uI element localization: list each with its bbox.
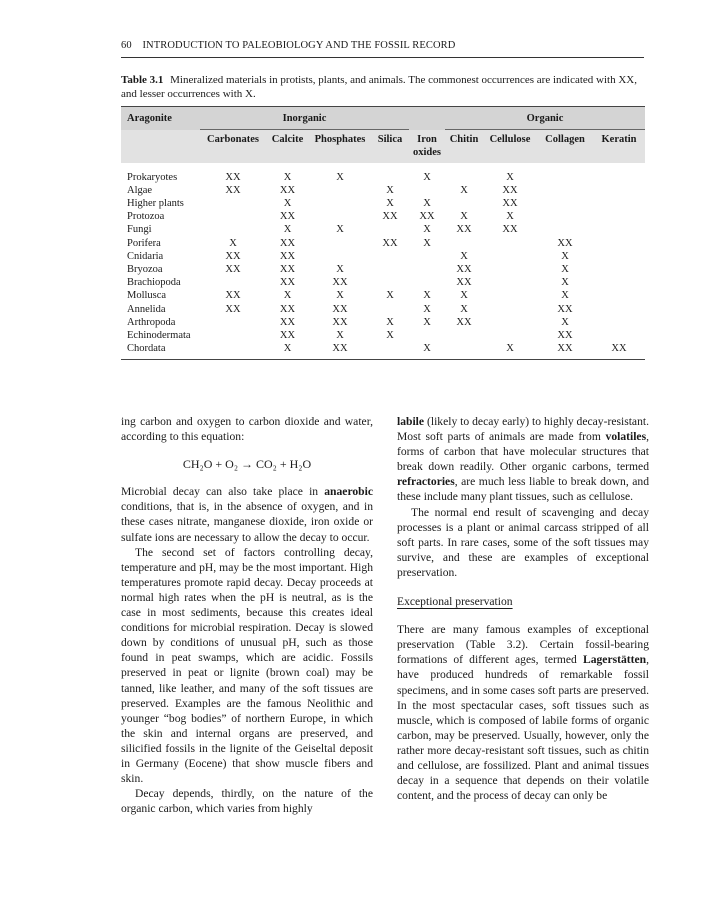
table-label: Table 3.1: [121, 74, 164, 86]
table-cell: XX: [332, 316, 348, 328]
table-cell: XX: [611, 343, 627, 355]
table-cell: X: [460, 290, 468, 302]
term-volatiles: volatiles: [605, 430, 647, 444]
table-cell: [483, 289, 537, 302]
table-cell: [483, 237, 537, 250]
table-cell: [371, 223, 409, 236]
mineralized-materials-table: [121, 106, 645, 360]
table-cell: X: [460, 303, 468, 315]
header-aragonite: Aragonite: [121, 107, 200, 130]
table-cell: X: [336, 329, 344, 341]
table-cell: X: [283, 171, 292, 183]
table-cell: X: [460, 211, 468, 223]
table-cell: [483, 303, 537, 316]
table-row: [121, 237, 645, 250]
table-cell: X: [229, 237, 237, 249]
table-cell: [309, 237, 371, 250]
table-cell: XX: [456, 277, 472, 289]
table-row: [121, 263, 645, 276]
table-cell: X: [506, 211, 514, 223]
table-cell: [309, 197, 371, 210]
table-cell: [537, 171, 593, 184]
table-cell: XX: [502, 197, 518, 209]
table-cell: [371, 303, 409, 316]
table-row: [121, 184, 645, 197]
taxon-cell: Bryozoa: [127, 263, 163, 275]
table-cell: [309, 184, 371, 197]
table-cell: [409, 250, 445, 263]
table-cell: X: [386, 316, 394, 328]
term-refractories: refractories: [397, 475, 455, 489]
table-cell: X: [561, 290, 569, 302]
table-cell: [593, 329, 645, 342]
table-row: [121, 316, 645, 329]
table-cell: [593, 263, 645, 276]
table-cell: [593, 184, 645, 197]
table-cell: XX: [279, 211, 296, 223]
table-cell: XX: [382, 237, 398, 249]
table-cell: X: [561, 277, 569, 289]
table-cell: XX: [332, 343, 348, 355]
table-cell: [200, 342, 266, 355]
table-cell: X: [460, 184, 468, 196]
column-header-row: [121, 130, 645, 163]
table-cell: [371, 276, 409, 289]
table-cell: X: [336, 171, 344, 183]
table-cell: X: [561, 250, 569, 262]
taxon-cell: Chordata: [127, 343, 166, 355]
table-cell: [537, 184, 593, 197]
table-cell: XX: [225, 290, 241, 302]
table-cell: XX: [557, 303, 573, 315]
column-header: Carbonates: [200, 130, 266, 163]
table-cell: [537, 210, 593, 223]
table-cell: X: [336, 224, 344, 236]
table-cell: XX: [279, 250, 296, 262]
decay-equation: CH₂O + O₂ → CO₂ + H₂O: [182, 457, 312, 472]
taxon-cell: Higher plants: [127, 197, 184, 209]
left-text-column: [121, 414, 373, 816]
table-row: [121, 223, 645, 236]
table-row: [121, 250, 645, 263]
paragraph: Decay depends, thirdly, on the nature of the organic carbon, which varies from highly: [121, 787, 373, 816]
taxon-cell: Mollusca: [127, 290, 167, 302]
table-row: [121, 171, 645, 184]
table-cell: X: [386, 329, 394, 341]
table-cell: [200, 197, 266, 210]
column-header: Phosphates: [309, 130, 371, 163]
table-cell: [445, 237, 483, 250]
taxon-cell: Cnidaria: [127, 250, 164, 262]
table-cell: XX: [225, 250, 241, 262]
table-cell: [200, 223, 266, 236]
table-cell: X: [423, 197, 431, 209]
table-cell: [593, 210, 645, 223]
table-cell: X: [423, 224, 431, 236]
table-cell: [593, 223, 645, 236]
table-cell: X: [423, 290, 431, 302]
table-cell: XX: [502, 224, 518, 236]
header-inorganic: Inorganic: [200, 107, 409, 130]
table-cell: X: [283, 224, 292, 236]
table-cell: XX: [332, 303, 348, 315]
table-body: [121, 163, 645, 360]
right-text-column: [397, 414, 649, 803]
table-cell: XX: [332, 277, 348, 289]
column-header: Iron oxides: [409, 130, 445, 163]
table-cell: [445, 171, 483, 184]
table-cell: [200, 329, 266, 342]
table-cell: XX: [456, 224, 472, 236]
taxon-cell: Porifera: [127, 237, 161, 249]
table-cell: [309, 210, 371, 223]
table-cell: XX: [382, 211, 398, 223]
taxon-cell: Annelida: [127, 303, 166, 315]
table-row: [121, 329, 645, 342]
running-title: INTRODUCTION TO PALEOBIOLOGY AND THE FOSSIL RECORD: [142, 40, 456, 51]
taxon-cell: Prokaryotes: [127, 171, 178, 183]
table-cell: XX: [557, 343, 573, 355]
paragraph: The second set of factors controlling decay, temperature and pH, may be the most important. High temperatures promote rapid decay. Decay proceeds at normal high rates when the pH is neutral, as is the case in most sediments, because this creates ideal conditions for microbial respiration. Decay is slowed down by conditions of unusual pH, such as those found in peat swamps, which are acidic. Fossils preserved in peat or lignite (brown coal) may be tanned, like leather, and many of the soft tissues are preserved. Examples are the famous Neolithic and younger “bog bodies” of northern Europe, in which the skin and internal organs are preserved, and silicified fossils in the lignite of the Geiseltal deposit in Germany (Eocene) that show muscle fibers and skin.: [121, 545, 373, 786]
table-cell: X: [386, 197, 394, 209]
paragraph: There are many famous examples of exceptional preservation (Table 3.2). Certain fossil-bearing formations of different ages, termed Lagerstätten, have produced hundreds of remarkable fossil specimens, and in some cases soft parts are preserved. In the most spectacular cases, soft tissues such as muscle, which is composed of labile forms of organic carbon, may be preserved. Usually, however, only the rather more decay-resistant soft tissues, such as chitin and cellulose, are fossilized. Plant and animal tissues decay in a sequence that depends on their volatile content, and the process of decay can only be: [397, 623, 649, 803]
table-row: [121, 210, 645, 223]
paragraph: Microbial decay can also take place in anaerobic conditions, that is, in the absence of oxygen, and in these cases nitrate, manganese dioxide, iron oxide or sulfate ions are necessary to allow the decay to occur.: [121, 485, 373, 544]
table-cell: [483, 276, 537, 289]
table-cell: [445, 197, 483, 210]
table-cell: XX: [225, 184, 241, 196]
table-cell: [409, 184, 445, 197]
table-cell: [200, 316, 266, 329]
column-header: Collagen: [537, 130, 593, 163]
table-cell: X: [423, 303, 431, 315]
column-header: Silica: [371, 130, 409, 163]
header-rule: [121, 57, 644, 58]
column-header: Chitin: [445, 130, 483, 163]
table-cell: [593, 171, 645, 184]
term-anaerobic: anaerobic: [324, 485, 373, 499]
table-cell: XX: [279, 303, 296, 315]
table-cell: [593, 316, 645, 329]
table-cell: [371, 342, 409, 355]
table-cell: X: [423, 171, 431, 183]
table-cell: [593, 303, 645, 316]
table-cell: [593, 289, 645, 302]
table-cell: XX: [279, 184, 296, 196]
table-cell: [200, 276, 266, 289]
table-cell: X: [386, 184, 394, 196]
running-head: [121, 40, 455, 51]
table-cell: X: [460, 250, 468, 262]
table-cell: XX: [279, 316, 296, 328]
table-cell: X: [336, 290, 344, 302]
table-cell: [409, 329, 445, 342]
table-cell: X: [506, 343, 514, 355]
table-row: [121, 303, 645, 316]
table-cell: X: [336, 263, 344, 275]
table-cell: X: [283, 290, 292, 302]
term-lagerstatten: Lagerstätten: [582, 653, 647, 667]
header-organic: Organic: [445, 107, 645, 130]
table-cell: [537, 223, 593, 236]
table-cell: [537, 197, 593, 210]
table-cell: [409, 263, 445, 276]
column-header: Keratin: [593, 130, 645, 163]
table-row: [121, 289, 645, 302]
table-cell: [371, 263, 409, 276]
table-cell: [593, 250, 645, 263]
table-cell: [483, 329, 537, 342]
table-cell: X: [561, 263, 569, 275]
table-cell: [409, 276, 445, 289]
taxon-cell: Arthropoda: [127, 316, 176, 328]
table-cell: X: [423, 343, 431, 355]
table-cell: [483, 263, 537, 276]
paragraph: ing carbon and oxygen to carbon dioxide and water, according to this equation:: [121, 415, 373, 444]
table-cell: [593, 197, 645, 210]
table-cell: [593, 237, 645, 250]
table-cell: XX: [279, 277, 296, 289]
table-caption-text: Mineralized materials in protists, plants, and animals. The commonest occurrences are indicated with XX, and lesser occurrences with X.: [121, 74, 637, 100]
taxon-cell: Algae: [127, 184, 153, 196]
table-cell: XX: [419, 211, 435, 223]
table-cell: XX: [456, 263, 472, 275]
table-cell: X: [283, 343, 292, 355]
table-cell: XX: [557, 329, 573, 341]
taxon-cell: Echinodermata: [127, 329, 191, 341]
table-cell: XX: [225, 171, 241, 183]
table-cell: XX: [557, 237, 573, 249]
paragraph: The normal end result of scavenging and decay processes is a plant or animal carcass stripped of all soft parts. In rare cases, some of the soft tissues may survive, and these are examples of exceptional preservation.: [397, 505, 649, 579]
table-cell: X: [506, 171, 514, 183]
table-row: [121, 342, 645, 355]
term-labile: labile: [397, 415, 425, 428]
table-cell: X: [386, 290, 394, 302]
table-cell: [309, 250, 371, 263]
paragraph: labile (likely to decay early) to highly decay-resistant. Most soft parts of animals are made from volatiles, forms of carbon that have molecular structures that break down readily. Other organic carbons, termed refractories, are much less liable to break down, and these include many plant tissues, such as cellulose.: [397, 415, 649, 504]
table-cell: [445, 329, 483, 342]
section-heading: Exceptional preservation: [397, 595, 513, 609]
taxon-cell: Brachiopoda: [127, 277, 181, 289]
table-cell: X: [423, 237, 431, 249]
table-cell: XX: [225, 303, 241, 315]
table-cell: XX: [456, 316, 472, 328]
table-cell: X: [423, 316, 431, 328]
table-cell: XX: [502, 184, 518, 196]
table-cell: XX: [279, 237, 296, 249]
table-cell: XX: [225, 263, 241, 275]
table-cell: XX: [279, 263, 296, 275]
taxon-cell: Protozoa: [127, 211, 165, 223]
table-cell: X: [283, 197, 292, 209]
table-cell: XX: [279, 329, 296, 341]
taxon-cell: Fungi: [127, 224, 152, 236]
table-row: [121, 276, 645, 289]
table-cell: X: [561, 316, 569, 328]
table-caption: [121, 73, 641, 101]
table-cell: [483, 316, 537, 329]
column-header: Cellulose: [483, 130, 537, 163]
page-number: 60: [121, 40, 132, 51]
table-cell: [593, 276, 645, 289]
table-cell: [200, 210, 266, 223]
column-header: Calcite: [266, 130, 309, 163]
table-cell: [445, 342, 483, 355]
table-cell: [371, 250, 409, 263]
table-cell: [371, 171, 409, 184]
table-row: [121, 197, 645, 210]
table-cell: [483, 250, 537, 263]
